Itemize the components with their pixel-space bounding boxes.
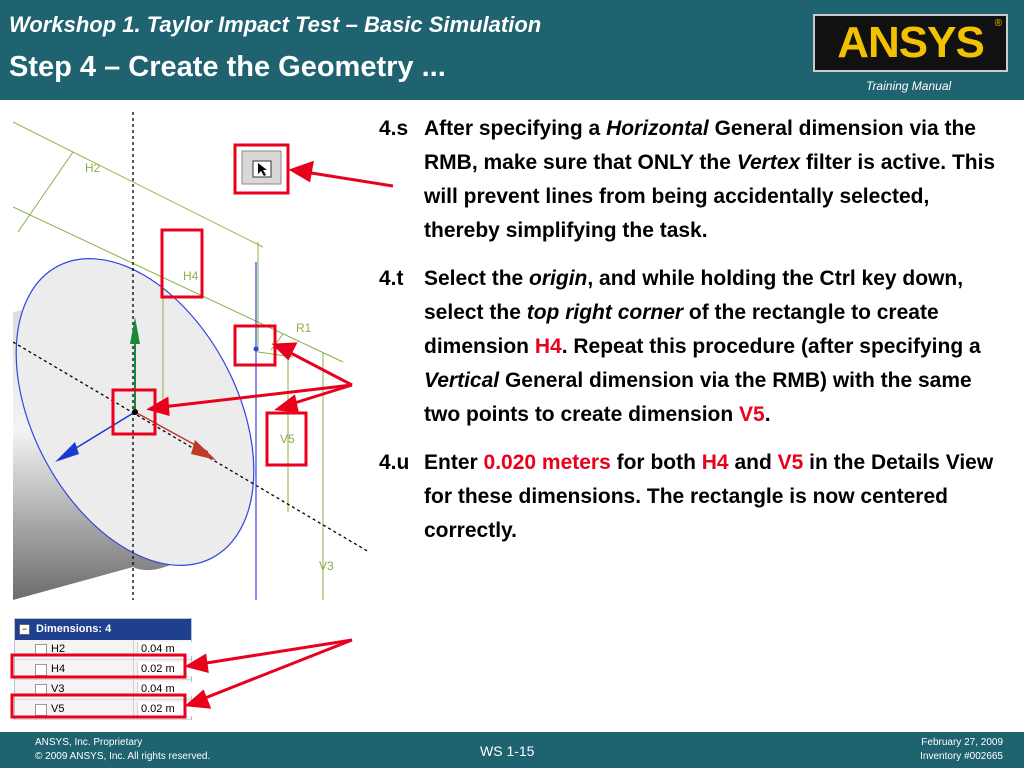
step-text: General dimension via the RMB, make sure that ONLY the — [424, 117, 976, 174]
highlight-h4: H4 — [701, 451, 729, 474]
step-text: , and while holding the Ctrl key down, select the — [424, 267, 964, 324]
v5-label: V5 — [280, 432, 295, 446]
highlight-v5: V5 — [739, 403, 765, 426]
h2-label: H2 — [85, 161, 101, 175]
highlight-v5: V5 — [777, 451, 804, 474]
logo-registered-mark: ® — [994, 18, 1002, 29]
ansys-logo — [813, 14, 1008, 72]
footer-bar — [0, 732, 1024, 768]
step-text: . — [764, 403, 771, 426]
checkbox[interactable] — [35, 644, 47, 656]
page-title: Step 4 – Create the Geometry ... — [9, 51, 446, 83]
step-text-italic: top right corner — [526, 301, 684, 324]
dimension-row-v3[interactable] — [15, 680, 191, 700]
step-text-italic: origin — [529, 267, 588, 290]
v3-label: V3 — [319, 559, 334, 573]
dimension-row-h4[interactable] — [15, 660, 191, 680]
dimension-value[interactable]: 0.02 m — [137, 662, 193, 676]
checkbox[interactable] — [35, 704, 47, 716]
copyright-notice: © 2009 ANSYS, Inc. All rights reserved. — [35, 751, 211, 762]
workshop-subtitle: Workshop 1. Taylor Impact Test – Basic Simulation — [9, 12, 542, 37]
step-text: in the Details View for these dimensions. The rectangle is now centered correctly. — [424, 451, 994, 542]
dimension-value[interactable]: 0.04 m — [137, 682, 193, 696]
step-text-italic: Vertex — [736, 151, 801, 174]
slide-number: WS 1-15 — [480, 743, 535, 759]
logo-text: ANSYS — [837, 18, 984, 67]
proprietary-notice: ANSYS, Inc. Proprietary — [35, 737, 143, 748]
dimension-name: H2 — [51, 643, 66, 655]
dimensions-details-table — [14, 618, 192, 720]
highlight-h4: H4 — [534, 335, 562, 358]
step-4s — [379, 112, 999, 248]
dimension-name: V3 — [51, 683, 65, 695]
dimension-row-h2[interactable] — [15, 640, 191, 660]
step-text-italic: Vertical — [424, 369, 500, 392]
dimensions-header[interactable] — [15, 619, 191, 640]
origin-point — [132, 409, 138, 415]
h4-label: H4 — [183, 269, 199, 283]
r1-label: R1 — [296, 321, 312, 335]
instruction-steps — [379, 112, 999, 548]
highlight-value: 0.020 meters — [483, 451, 611, 474]
step-text: Enter — [424, 451, 484, 474]
step-text: Select the — [424, 267, 530, 290]
step-text: and — [728, 451, 778, 474]
step-4t — [379, 262, 999, 432]
step-text: . Repeat this procedure (after specifying a — [561, 335, 981, 358]
checkbox[interactable] — [35, 684, 47, 696]
dimensions-title: Dimensions: 4 — [36, 623, 112, 635]
step-number: 4.s — [379, 117, 409, 140]
checkbox[interactable] — [35, 664, 47, 676]
step-number: 4.u — [379, 451, 410, 474]
dimension-value[interactable]: 0.02 m — [137, 702, 193, 716]
step-number: 4.t — [379, 267, 404, 290]
step-text: After specifying a — [424, 117, 607, 140]
geometry-diagram — [13, 112, 369, 600]
step-text: filter is active. This will prevent lines from being accidentally selected, thereby simplifying the task. — [424, 151, 996, 242]
dimension-row-v5[interactable] — [15, 700, 191, 720]
training-manual-label: Training Manual — [866, 79, 952, 93]
footer-date: February 27, 2009 — [921, 737, 1003, 748]
step-4u — [379, 446, 999, 548]
dimension-name: V5 — [51, 703, 65, 715]
collapse-icon[interactable]: − — [19, 624, 30, 635]
column-separator — [133, 640, 134, 720]
dimension-name: H4 — [51, 663, 66, 675]
step-text: of the rectangle to create dimension — [424, 301, 939, 358]
inventory-number: Inventory #002665 — [920, 751, 1003, 762]
step-text: for both — [610, 451, 702, 474]
step-text: General dimension via the RMB) with the same two points to create dimension — [424, 369, 972, 426]
header-bar — [0, 0, 1024, 100]
step-text-italic: Horizontal — [606, 117, 709, 140]
corner-point — [254, 347, 259, 352]
dimension-value[interactable]: 0.04 m — [137, 642, 193, 656]
